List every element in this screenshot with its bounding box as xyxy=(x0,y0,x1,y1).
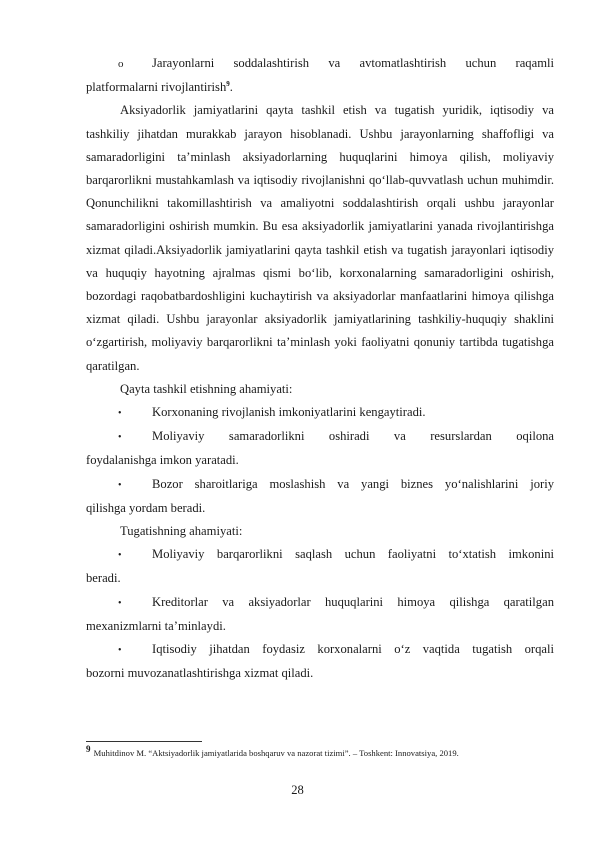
list-item xyxy=(86,425,554,472)
list-item-text: Moliyaviy barqarorlikni saqlash uchun faoliyatni to‘xtatish imkonini xyxy=(152,547,554,562)
intro-list-item: o Jarayonlarni soddalashtirish va avtomatlashtirish uchun raqamli platformalarni rivojlantirish$^9$. xyxy=(86,52,554,99)
list-item xyxy=(86,543,554,590)
footnote xyxy=(86,744,459,759)
list-item-continuation: bozorni muvozanatlashtirishga xizmat qiladi. xyxy=(86,666,314,681)
footnote-divider xyxy=(86,741,202,742)
list-item-continuation: mexanizmlarni ta’minlaydi. xyxy=(86,618,226,633)
list-item-text: Jarayonlarni soddalashtirish va avtomatlashtirish uchun raqamli xyxy=(152,56,554,70)
list-item-continuation: platformalarni rivojlantirish xyxy=(86,80,227,95)
bullet-icon: • xyxy=(118,645,122,657)
section-heading-liquidation: Tugatishning ahamiyati: xyxy=(120,524,243,539)
list-item-text: Kreditorlar va aksiyadorlar huquqlarini himoya qilishga qaratilgan xyxy=(152,594,554,609)
list-item-text: Bozor sharoitlariga moslashish va yangi biznes yo‘nalishlarini joriy xyxy=(152,476,554,491)
list-item-continuation: foydalanishga imkon yaratadi. xyxy=(86,453,239,468)
list-item-text: Iqtisodiy jihatdan foydasiz korxonalarni o‘z vaqtida tugatish orqali xyxy=(152,642,554,657)
list-item xyxy=(86,473,554,520)
list-item-text: Moliyaviy samaradorlikni oshiradi va resurslardan oqilona xyxy=(152,429,554,444)
bullet-icon: • xyxy=(118,550,122,562)
page-number: 28 xyxy=(291,783,304,797)
list-item xyxy=(86,591,554,638)
list-item xyxy=(86,401,554,425)
section-heading-reorganization: Qayta tashkil etishning ahamiyati: xyxy=(120,381,293,396)
bullet-icon: • xyxy=(118,479,122,491)
footnote-text: Muhitdinov M. “Aktsiyadorlik jamiyatlarida boshqaruv va nazorat tizimi”. – Toshkent: Innovatsiya, 2019. xyxy=(93,748,459,758)
list-item-continuation: qilishga yordam beradi. xyxy=(86,500,206,515)
footnote-ref[interactable]: 9 xyxy=(226,80,230,89)
bullet-icon: • xyxy=(118,408,122,420)
bullet-icon: • xyxy=(118,432,122,444)
list-item xyxy=(86,638,554,685)
list-item-continuation: beradi. xyxy=(86,571,121,586)
footnote-number: 9 xyxy=(86,744,91,755)
list-marker: o xyxy=(118,58,124,70)
list-item-text: Korxonaning rivojlanish imkoniyatlarini kengaytiradi. xyxy=(152,405,426,420)
bullet-icon: • xyxy=(118,597,122,609)
main-paragraph: Aksiyadorlik jamiyatlarini qayta tashkil etish va tugatish yuridik, iqtisodiy va tashkiliy jihatdan murakkab jarayon hisoblanadi. Ushbu jarayonlarning shaffofligi va samaradorligini ta’minlash aksiyadorlarning huquqlarini himoya qilish, moliyaviy barqarorlikni mustahkamlash va iqtisodiy rivojlanishni qo‘llab-quvvatlash uchun muhimdir. Qonunchilikni takomillashtirish va amaliyotni soddalashtirish orqali ushbu jarayonlar samaradorligini oshirish mumkin. Bu esa aksiyadorlik jamiyatlarini yanada rivojlantirishga xizmat qiladi.Aksiyadorlik jamiyatlarini qayta tashkil etish va tugatish jarayonlari iqtisodiy va huquqiy hayotning ajralmas qismi bo‘lib, korxonalarning samaradorligini oshirish, bozordagi raqobatbardoshligini kuchaytirish va aksiyadorlar manfaatlarini himoya qilishga xizmat qiladi. Ushbu jarayonlar aksiyadorlik jamiyatlarining tashkiliy-huquqiy shaklini o‘zgartirish, moliyaviy barqarorlikni ta’minlash yoki faoliyatni qonuniy tartibda tugatishga qaratilgan. xyxy=(86,103,554,373)
document-body xyxy=(86,52,554,685)
